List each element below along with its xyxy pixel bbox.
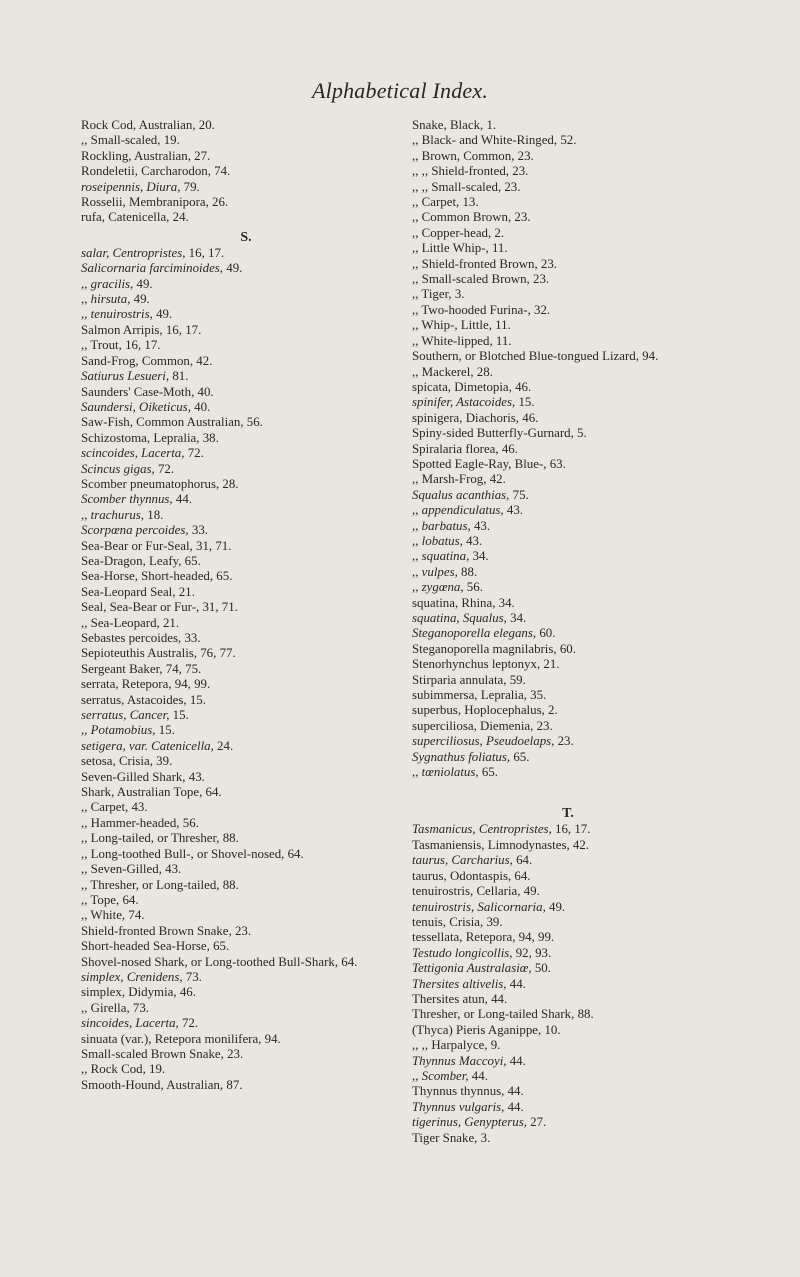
index-entry: [81, 415, 411, 430]
entry-italic-name: Saundersi, Oiketicus,: [81, 399, 191, 414]
entry-text: 16, 17.: [551, 822, 591, 837]
index-entry: [412, 900, 724, 915]
entry-text: ,, ,, Small-scaled, 23.: [412, 179, 521, 194]
entry-text: Tiger Snake, 3.: [412, 1130, 491, 1145]
entry-text: 40.: [190, 399, 211, 414]
entry-italic-name: Scorpœna percoides,: [81, 523, 189, 538]
entry-italic-name: tigerinus, Genypterus,: [412, 1115, 527, 1130]
entry-text: spinigera, Diachoris, 46.: [412, 410, 539, 425]
index-entry: [412, 961, 724, 976]
entry-italic-name: Satiurus Lesueri,: [81, 369, 170, 384]
entry-text: superbus, Hoplocephalus, 2.: [412, 703, 558, 718]
index-entry: [412, 519, 724, 534]
entry-text: ,, Common Brown, 23.: [412, 210, 531, 225]
index-entry: [81, 400, 411, 415]
entry-text: rufa, Catenicella, 24.: [81, 210, 189, 225]
entry-text: 15.: [515, 395, 535, 410]
index-entry: [81, 646, 411, 661]
entry-text: 27.: [526, 1115, 547, 1130]
entry-text: ,, White-lipped, 11.: [412, 333, 512, 348]
entry-text: Short-headed Sea-Horse, 65.: [81, 939, 230, 954]
entry-text: ,, Little Whip-, 11.: [412, 241, 508, 256]
index-entry: [81, 723, 411, 738]
entry-text: Thersites atun, 44.: [412, 991, 508, 1006]
entry-text: ,, Tope, 64.: [81, 892, 139, 907]
entry-italic-name: ,, hirsuta,: [81, 292, 131, 307]
entry-text: 33.: [188, 523, 208, 538]
entry-text: Scomber pneumatophorus, 28.: [81, 476, 239, 491]
index-entry: [412, 719, 724, 734]
index-entry: [81, 708, 411, 723]
index-entry: [412, 1007, 724, 1022]
entry-text: 44.: [506, 976, 526, 991]
index-entry: [412, 118, 724, 133]
entry-italic-name: ,, trachurus,: [81, 507, 145, 522]
index-entry: [412, 442, 724, 457]
entry-text: Sea-Dragon, Leafy, 65.: [81, 553, 201, 568]
index-entry: [412, 257, 724, 272]
entry-text: ,, Shield-fronted Brown, 23.: [412, 256, 558, 271]
index-entry: [412, 149, 724, 164]
entry-text: 43.: [503, 503, 524, 518]
entry-italic-name: simplex, Crenidens,: [81, 969, 183, 984]
entry-italic-name: ,, Potamobius,: [81, 723, 156, 738]
entry-text: 49.: [152, 307, 173, 322]
entry-text: 73.: [182, 969, 202, 984]
index-entry: [81, 754, 411, 769]
entry-text: Schizostoma, Lepralia, 38.: [81, 430, 219, 445]
index-entry: [412, 977, 724, 992]
index-entry: [412, 534, 724, 549]
entry-italic-name: Thersites altivelis,: [412, 976, 507, 991]
entry-text: (Thyca) Pieris Aganippe, 10.: [412, 1022, 561, 1037]
entry-text: 44.: [468, 1068, 488, 1083]
index-entry: [412, 838, 724, 853]
entry-text: Sepioteuthis Australis, 76, 77.: [81, 646, 236, 661]
entry-text: Thresher, or Long-tailed Shark, 88.: [412, 1007, 594, 1022]
index-entry: [81, 554, 411, 569]
entry-text: ,, ,, Harpalyce, 9.: [412, 1038, 501, 1053]
index-entry: [412, 488, 724, 503]
entry-text: squatina, Rhina, 34.: [412, 595, 515, 610]
index-entry: [81, 446, 411, 461]
index-entry: [81, 677, 411, 692]
index-entry: [81, 523, 411, 538]
entry-italic-name: Scomber thynnus,: [81, 492, 173, 507]
index-entry: [412, 673, 724, 688]
index-entry: [412, 1023, 724, 1038]
entry-text: 49.: [130, 292, 150, 307]
entry-text: ,, Long-toothed Bull-, or Shovel-nosed, 64.: [81, 846, 304, 861]
index-entry: [81, 847, 411, 862]
index-entry: [81, 585, 411, 600]
entry-italic-name: Salicornaria farciminoides,: [81, 261, 224, 276]
index-entry: [81, 616, 411, 631]
index-entry: [412, 1115, 724, 1130]
index-entry: [81, 323, 411, 338]
index-entry: [412, 765, 724, 780]
index-entry: [81, 539, 411, 554]
entry-text: setosa, Crisia, 39.: [81, 754, 173, 769]
index-entry: [412, 226, 724, 241]
entry-text: 23.: [554, 734, 574, 749]
entry-text: ,, Sea-Leopard, 21.: [81, 615, 180, 630]
index-entry: [81, 878, 411, 893]
index-entry: [81, 831, 411, 846]
index-entry: [412, 426, 724, 441]
index-entry: [81, 662, 411, 677]
entry-text: 56.: [463, 580, 483, 595]
index-entry: [412, 1131, 724, 1146]
entry-text: ,, Thresher, or Long-tailed, 88.: [81, 877, 239, 892]
entry-italic-name: Sygnathus foliatus,: [412, 749, 511, 764]
index-entry: [412, 703, 724, 718]
entry-text: subimmersa, Lepralia, 35.: [412, 688, 547, 703]
index-entry: [412, 688, 724, 703]
index-entry: [81, 631, 411, 646]
entry-text: Rosselii, Membranipora, 26.: [81, 195, 229, 210]
entry-text: ,, Two-hooded Furina-, 32.: [412, 302, 551, 317]
index-entry: [412, 549, 724, 564]
entry-italic-name: salar, Centropristes,: [81, 245, 186, 260]
entry-italic-name: squatina, Squalus,: [412, 611, 507, 625]
index-entry: [81, 908, 411, 923]
index-entry: [412, 195, 724, 210]
index-entry: [81, 693, 411, 708]
entry-text: Tasmaniensis, Limnodynastes, 42.: [412, 837, 590, 852]
entry-text: taurus, Odontaspis, 64.: [412, 868, 531, 883]
entry-text: serrata, Retepora, 94, 99.: [81, 677, 211, 692]
index-entry: [81, 569, 411, 584]
entry-text: Sea-Bear or Fur-Seal, 31, 71.: [81, 538, 232, 553]
index-entry: [412, 869, 724, 884]
index-entry: [412, 657, 724, 672]
entry-text: 49.: [545, 899, 566, 914]
entry-text: 24.: [213, 738, 234, 753]
index-entry: [412, 734, 724, 749]
entry-text: ,, Carpet, 43.: [81, 800, 148, 815]
index-entry: [412, 133, 724, 148]
entry-text: Smooth-Hound, Australian, 87.: [81, 1077, 243, 1092]
index-entry: [81, 492, 411, 507]
index-entry: [81, 785, 411, 800]
index-entry: [412, 611, 724, 626]
index-entry: [412, 380, 724, 395]
entry-text: ,, White, 74.: [81, 908, 145, 923]
entry-italic-name: serratus, Cancer,: [81, 708, 170, 723]
index-entry: [81, 180, 411, 195]
index-entry: [81, 292, 411, 307]
entry-text: ,, Carpet, 13.: [412, 195, 479, 210]
entry-italic-name: Steganoporella elegans,: [412, 626, 537, 641]
index-entry: [412, 210, 724, 225]
entry-italic-name: scincoides, Lacerta,: [81, 446, 185, 461]
entry-text: Saw-Fish, Common Australian, 56.: [81, 415, 263, 430]
entry-text: Rockling, Australian, 27.: [81, 148, 211, 163]
entry-italic-name: ,, lobatus,: [412, 533, 463, 548]
entry-text: 18.: [144, 507, 164, 522]
entry-text: 16, 17.: [185, 245, 225, 260]
entry-text: 81.: [169, 369, 189, 384]
index-entry: [81, 924, 411, 939]
index-entry: [412, 472, 724, 487]
entry-text: tessellata, Retepora, 94, 99.: [412, 930, 555, 945]
index-entry: [81, 246, 411, 261]
entry-text: ,, Whip-, Little, 11.: [412, 318, 511, 333]
entry-italic-name: Thynnus vulgaris,: [412, 1099, 505, 1114]
index-entry: [412, 1054, 724, 1069]
index-entry: [412, 750, 724, 765]
entry-text: Southern, or Blotched Blue-tongued Lizard, 94.: [412, 349, 659, 364]
entry-italic-name: ,, tœniolatus,: [412, 765, 479, 780]
entry-italic-name: Tettigonia Australasiœ,: [412, 961, 532, 976]
index-entry: [81, 195, 411, 210]
entry-text: ,, Marsh-Frog, 42.: [412, 472, 506, 487]
index-entry: [81, 893, 411, 908]
entry-text: ,, Hammer-headed, 56.: [81, 815, 199, 830]
entry-italic-name: ,, appendiculatus,: [412, 503, 504, 518]
entry-text: 64.: [512, 853, 533, 868]
entry-text: ,, Trout, 16, 17.: [81, 338, 161, 353]
entry-italic-name: spinifer, Astacoides,: [412, 395, 516, 410]
index-entry: [412, 853, 724, 868]
entry-text: 65.: [478, 765, 498, 780]
entry-text: Thynnus thynnus, 44.: [412, 1084, 524, 1099]
entry-text: ,, Seven-Gilled, 43.: [81, 862, 182, 877]
entry-text: 44.: [504, 1099, 524, 1114]
entry-italic-name: setigera, var. Catenicella,: [81, 738, 214, 753]
entry-italic-name: Scincus gigas,: [81, 461, 155, 476]
index-entry: [81, 1001, 411, 1016]
entry-text: 44.: [506, 1053, 526, 1068]
section-gap: [412, 780, 724, 802]
index-entry: [81, 939, 411, 954]
index-entry: [81, 385, 411, 400]
index-entry: [81, 133, 411, 148]
index-entry: [81, 1016, 411, 1031]
index-entry: [412, 503, 724, 518]
index-entry: [412, 915, 724, 930]
index-entry: [81, 816, 411, 831]
entry-text: 88.: [457, 564, 478, 579]
index-entry: [81, 354, 411, 369]
index-entry: [412, 180, 724, 195]
index-entry: [81, 477, 411, 492]
entry-italic-name: ,, tenuirostris,: [81, 307, 153, 322]
entry-text: ,, Mackerel, 28.: [412, 364, 493, 379]
entry-text: sinuata (var.), Retepora monilifera, 94.: [81, 1031, 281, 1046]
entry-text: ,, Brown, Common, 23.: [412, 148, 534, 163]
entry-text: Spiralaria florea, 46.: [412, 441, 518, 456]
entry-text: 49.: [133, 276, 153, 291]
entry-italic-name: ,, vulpes,: [412, 564, 458, 579]
entry-text: ,, Long-tailed, or Thresher, 88.: [81, 831, 239, 846]
index-entry: [81, 800, 411, 815]
entry-text: Small-scaled Brown Snake, 23.: [81, 1046, 244, 1061]
entry-text: 92, 93.: [512, 945, 552, 960]
entry-text: ,, Rock Cod, 19.: [81, 1062, 166, 1077]
entry-text: ,, Black- and White-Ringed, 52.: [412, 133, 577, 148]
index-entry: [412, 411, 724, 426]
index-entry: [81, 164, 411, 179]
entry-text: Stenorhynchus leptonyx, 21.: [412, 657, 560, 672]
entry-text: Rock Cod, Australian, 20.: [81, 118, 215, 132]
index-entry: [81, 338, 411, 353]
entry-text: 43.: [462, 533, 483, 548]
entry-italic-name: Testudo longicollis,: [412, 945, 513, 960]
entry-text: 60.: [536, 626, 556, 641]
index-entry: [81, 970, 411, 985]
index-entry: [412, 884, 724, 899]
index-entry: [81, 431, 411, 446]
index-entry: [81, 985, 411, 1000]
index-entry: [412, 565, 724, 580]
index-entry: [412, 365, 724, 380]
index-entry: [412, 1038, 724, 1053]
entry-italic-name: ,, barbatus,: [412, 518, 471, 533]
entry-text: 75.: [509, 487, 529, 502]
entry-text: ,, Copper-head, 2.: [412, 225, 505, 240]
entry-text: superciliosa, Diemenia, 23.: [412, 718, 553, 733]
entry-text: Shield-fronted Brown Snake, 23.: [81, 923, 252, 938]
index-entry: [81, 600, 411, 615]
index-entry: [81, 118, 411, 133]
entry-text: Salmon Arripis, 16, 17.: [81, 322, 202, 337]
index-entry: [412, 580, 724, 595]
index-entry: [412, 1100, 724, 1115]
entry-text: Sergeant Baker, 74, 75.: [81, 661, 202, 676]
entry-text: Spotted Eagle-Ray, Blue-, 63.: [412, 456, 566, 471]
right-column: [412, 118, 724, 1146]
entry-italic-name: ,, zygœna,: [412, 580, 464, 595]
entry-text: Saunders' Case-Moth, 40.: [81, 384, 214, 399]
entry-text: Shovel-nosed Shark, or Long-toothed Bull-Shark, 64.: [81, 954, 358, 969]
entry-italic-name: tenuirostris, Salicornaria,: [412, 899, 546, 914]
index-entry: [412, 822, 724, 837]
entry-text: Shark, Australian Tope, 64.: [81, 785, 222, 800]
index-entry: [81, 149, 411, 164]
entry-text: tenuis, Crisia, 39.: [412, 914, 503, 929]
index-entry: [412, 318, 724, 333]
index-entry: [412, 626, 724, 641]
entry-italic-name: Thynnus Maccoyi,: [412, 1053, 507, 1068]
entry-text: ,, Small-scaled Brown, 23.: [412, 272, 550, 287]
entry-text: spicata, Dimetopia, 46.: [412, 379, 532, 394]
index-entry: [81, 1047, 411, 1062]
index-entry: [412, 395, 724, 410]
entry-text: 34.: [469, 549, 489, 564]
entry-italic-name: ,, Scomber,: [412, 1068, 469, 1083]
index-entry: [412, 596, 724, 611]
index-entry: [81, 210, 411, 225]
entry-italic-name: sincoides, Lacerta,: [81, 1016, 179, 1031]
index-entry: [81, 462, 411, 477]
entry-italic-name: Tasmanicus, Centropristes,: [412, 822, 552, 837]
index-entry: [81, 508, 411, 523]
entry-italic-name: superciliosus, Pseudoelaps,: [412, 734, 555, 749]
entry-italic-name: Squalus acanthias,: [412, 487, 510, 502]
entry-text: 65.: [510, 749, 530, 764]
index-entry: [412, 272, 724, 287]
entry-text: Stirparia annulata, 59.: [412, 672, 526, 687]
index-entry: [412, 946, 724, 961]
entry-text: 72.: [178, 1016, 199, 1031]
entry-text: Spiny-sided Butterfly-Gurnard, 5.: [412, 426, 587, 441]
index-entry: [412, 930, 724, 945]
entry-text: Sea-Leopard Seal, 21.: [81, 584, 195, 599]
index-entry: [412, 287, 724, 302]
entry-text: 49.: [223, 261, 243, 276]
entry-text: ,, Small-scaled, 19.: [81, 133, 180, 148]
entry-text: ,, ,, Shield-fronted, 23.: [412, 164, 529, 179]
entry-text: Seal, Sea-Bear or Fur-, 31, 71.: [81, 600, 238, 615]
entry-italic-name: roseipennis, Diura,: [81, 179, 181, 194]
index-entry: [81, 369, 411, 384]
entry-text: Sebastes percoides, 33.: [81, 631, 201, 645]
entry-text: serratus, Astacoides, 15.: [81, 692, 206, 707]
entry-text: Seven-Gilled Shark, 43.: [81, 769, 205, 784]
left-column: [81, 118, 411, 1093]
entry-text: 34.: [506, 611, 527, 625]
index-entry: [412, 241, 724, 256]
index-entry: [81, 770, 411, 785]
index-entry: [412, 1069, 724, 1084]
entry-text: ,, Girella, 73.: [81, 1000, 150, 1015]
entry-text: 79.: [180, 179, 200, 194]
index-entry: [412, 164, 724, 179]
section-letter: S.: [240, 229, 252, 245]
index-entry: [412, 349, 724, 364]
index-entry: [412, 334, 724, 349]
entry-italic-name: ,, gracilis,: [81, 276, 134, 291]
index-entry: [81, 307, 411, 322]
index-entry: [81, 862, 411, 877]
entry-text: 43.: [470, 518, 491, 533]
entry-text: Rondeletii, Carcharodon, 74.: [81, 164, 231, 179]
entry-text: 72.: [154, 461, 175, 476]
entry-text: Snake, Black, 1.: [412, 118, 497, 132]
section-letter: T.: [562, 806, 574, 822]
entry-text: Sand-Frog, Common, 42.: [81, 353, 213, 368]
entry-italic-name: taurus, Carcharius,: [412, 853, 513, 868]
index-entry: [81, 1078, 411, 1093]
index-entry: [81, 261, 411, 276]
entry-text: 15.: [169, 708, 189, 723]
entry-text: Steganoporella magnilabris, 60.: [412, 641, 576, 656]
index-entry: [412, 1084, 724, 1099]
index-entry: [81, 1032, 411, 1047]
index-entry: [81, 955, 411, 970]
entry-italic-name: ,, squatina,: [412, 549, 470, 564]
entry-text: simplex, Didymia, 46.: [81, 985, 196, 1000]
entry-text: 72.: [184, 446, 204, 461]
entry-text: ,, Tiger, 3.: [412, 287, 465, 302]
index-entry: [412, 992, 724, 1007]
index-entry: [81, 739, 411, 754]
index-entry: [412, 303, 724, 318]
index-entry: [412, 457, 724, 472]
index-entry: [81, 1062, 411, 1077]
entry-text: Sea-Horse, Short-headed, 65.: [81, 569, 233, 584]
entry-text: 15.: [155, 723, 175, 738]
index-entry: [81, 277, 411, 292]
entry-text: 44.: [172, 492, 192, 507]
page-title: Alphabetical Index.: [311, 78, 489, 103]
entry-text: 50.: [531, 961, 551, 976]
index-entry: [412, 642, 724, 657]
entry-text: tenuirostris, Cellaria, 49.: [412, 884, 540, 899]
